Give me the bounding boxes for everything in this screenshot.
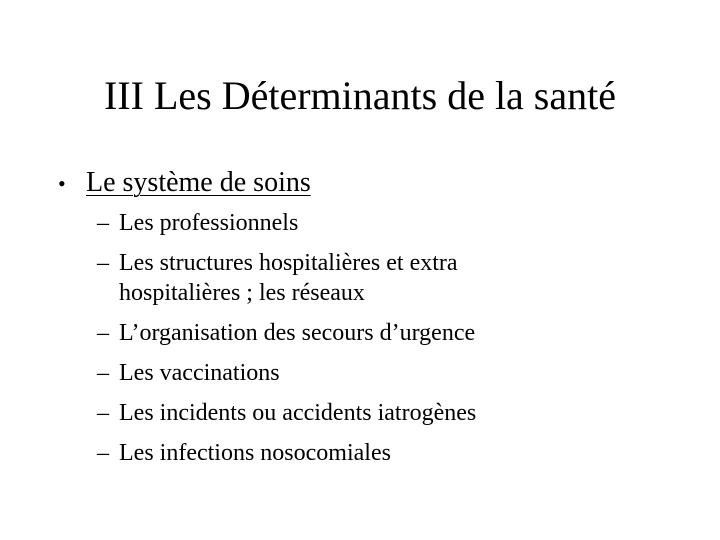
sub-bullet-list — [97, 208, 559, 478]
dash-icon: – — [97, 320, 109, 346]
sub-bullet-text: L’organisation des secours d’urgence — [119, 320, 476, 346]
sub-bullet-text: Les professionnels — [119, 210, 299, 236]
sub-bullet-item — [97, 438, 559, 468]
slide-title: III Les Déterminants de la santé — [103, 73, 616, 118]
bullet-dot-icon: • — [58, 171, 66, 196]
dash-icon: – — [97, 250, 109, 276]
dash-icon: – — [97, 400, 109, 426]
main-bullet — [58, 166, 311, 201]
main-bullet-text: Le système de soins — [86, 167, 311, 198]
dash-icon: – — [97, 360, 109, 386]
sub-bullet-text: Les structures hospitalières et extra hospitalières ; les réseaux — [119, 250, 458, 306]
sub-bullet-text: Les vaccinations — [119, 360, 280, 386]
sub-bullet-text: Les incidents ou accidents iatrogènes — [119, 400, 477, 426]
sub-bullet-item — [97, 248, 559, 308]
dash-icon: – — [97, 210, 109, 236]
sub-bullet-item — [97, 358, 559, 388]
sub-bullet-item — [97, 208, 559, 238]
dash-icon: – — [97, 440, 109, 466]
sub-bullet-item — [97, 318, 559, 348]
sub-bullet-item — [97, 398, 559, 428]
sub-bullet-text: Les infections nosocomiales — [119, 440, 391, 466]
